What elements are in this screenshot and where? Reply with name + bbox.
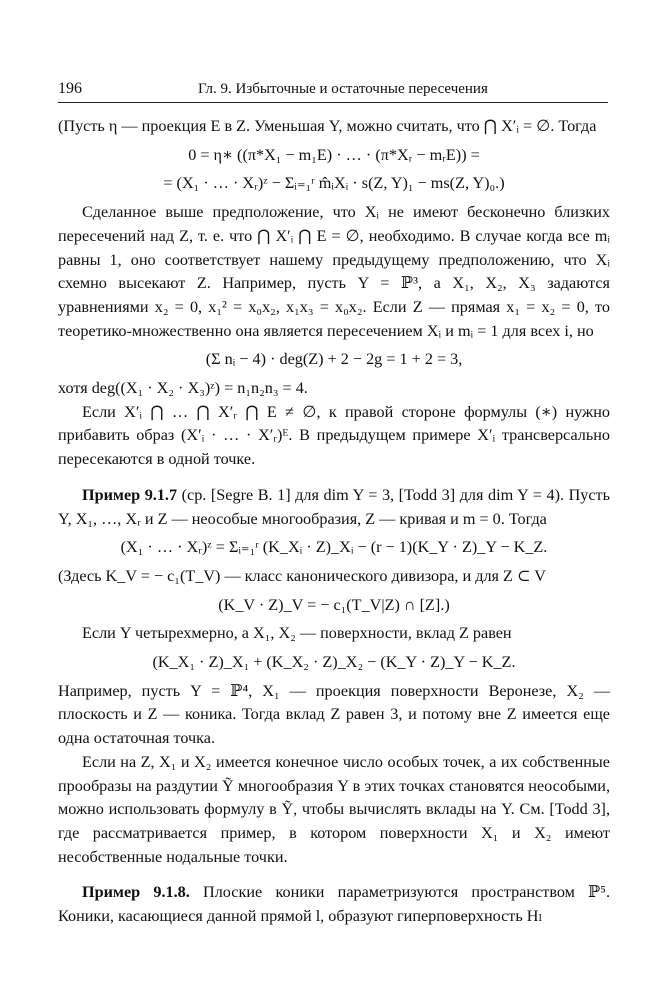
running-title: Гл. 9. Избыточные и остаточные пересечения xyxy=(198,81,488,97)
example-text: (ср. [Segre B. 1] для dim Y = 3, [Todd 3] для dim Y = 4). Пусть Y, X₁, …, Xᵣ и Z — неособые многообразия, Z — кривая и m = 0. Тогда xyxy=(58,485,611,528)
paragraph-6: (Здесь K_V = − c₁(T_V) — класс канонического дивизора, и для Z ⊂ V xyxy=(58,566,546,585)
formula-2: = (X₁ · … · Xᵣ)ᶻ − Σᵢ₌₁ʳ m̂ᵢXᵢ · s(Z, Y)₁ − ms(Z, Y)₀.) xyxy=(163,174,505,193)
formula-3: (Σ nᵢ − 4) · deg(Z) + 2 − 2g = 1 + 2 = 3, xyxy=(205,350,463,369)
paragraph-3: хотя deg((X₁ · X₂ · X₃)ᶻ) = n₁n₂n₃ = 4. xyxy=(58,379,308,398)
paragraph-1: (Пусть η — проекция E в Z. Уменьшая Y, можно считать, что ⋂ X′ᵢ = ∅. Тогда xyxy=(58,117,597,135)
formula-1: 0 = η∗ ((π*X₁ − m₁E) · … · (π*Xᵣ − mᵣE)) = xyxy=(188,145,480,164)
page-body xyxy=(58,115,610,929)
example-text: Плоские коники параметризуются пространством ℙ⁵. Коники, касающиеся данной прямой l, образуют гиперповерхность Hₗ xyxy=(58,883,610,926)
paragraph-2: Сделанное выше предположение, что Xᵢ не имеют бесконечно близких пересечений над Z, т. е. что ⋂ X′ᵢ ⋂ E = ∅, необходимо. В случае когда все mᵢ равны 1, оно соответствует нашему предыдущему предположению, что Xᵢ схемно высекают Z. Например, пусть Y = ℙ³, а X₁, X₂, X₃ задаются уравнениями x₂ = 0, x₁² = x₀x₂, x₁x₃ = x₀x₂. Если Z — прямая x₁ = x₂ = 0, то теоретико-множественно она является пересечением Xᵢ и mᵢ = 1 для всех i, но xyxy=(58,203,610,340)
formula-6: (K_X₁ · Z)_X₁ + (K_X₂ · Z)_X₂ − (K_Y · Z)_Y − K_Z. xyxy=(152,653,516,672)
paragraph-9: Если на Z, X₁ и X₂ имеется конечное число особых точек, а их собственные прообразы на раздутии Ỹ многообразия Y в этих точках становятся неособыми, можно использовать формулу в Ỹ, чтобы вычислять вклады на Y. См. [Todd 3], где рассматривается пример, в котором поверхности X₁ и X₂ имеют несобственные нодальные точки. xyxy=(58,752,610,866)
page-number: 196 xyxy=(58,80,82,97)
spacer xyxy=(58,472,610,484)
page-header xyxy=(58,80,608,103)
paragraph-4: Если X′ᵢ ⋂ … ⋂ X′ᵣ ⋂ E ≠ ∅, к правой стороне формулы (∗) нужно прибавить образ (X′ᵢ · … · X′ᵣ)ᴱ. В предыдущем примере X′ᵢ трансверсально пересекаются в одной точке. xyxy=(58,402,610,469)
paragraph-8: Например, пусть Y = ℙ⁴, X₁ — проекция поверхности Веронезе, X₂ — плоскость и Z — коника. Тогда вклад Z равен 3, и потому вне Z имеется еще одна остаточная точка. xyxy=(58,681,610,748)
spacer xyxy=(58,869,610,881)
example-label: Пример 9.1.7 xyxy=(82,485,178,504)
formula-4: (X₁ · … · Xᵣ)ᶻ = Σᵢ₌₁ʳ (K_Xᵢ · Z)_Xᵢ − (r − 1)(K_Y · Z)_Y − K_Z. xyxy=(120,538,548,557)
paragraph-7: Если Y четырехмерно, а X₁, X₂ — поверхности, вклад Z равен xyxy=(82,624,512,643)
formula-5: (K_V · Z)_V = − c₁(T_V|Z) ∩ [Z].) xyxy=(218,595,450,614)
example-9-1-8 xyxy=(58,881,610,928)
example-9-1-7 xyxy=(58,484,610,531)
example-label: Пример 9.1.8. xyxy=(82,883,190,902)
